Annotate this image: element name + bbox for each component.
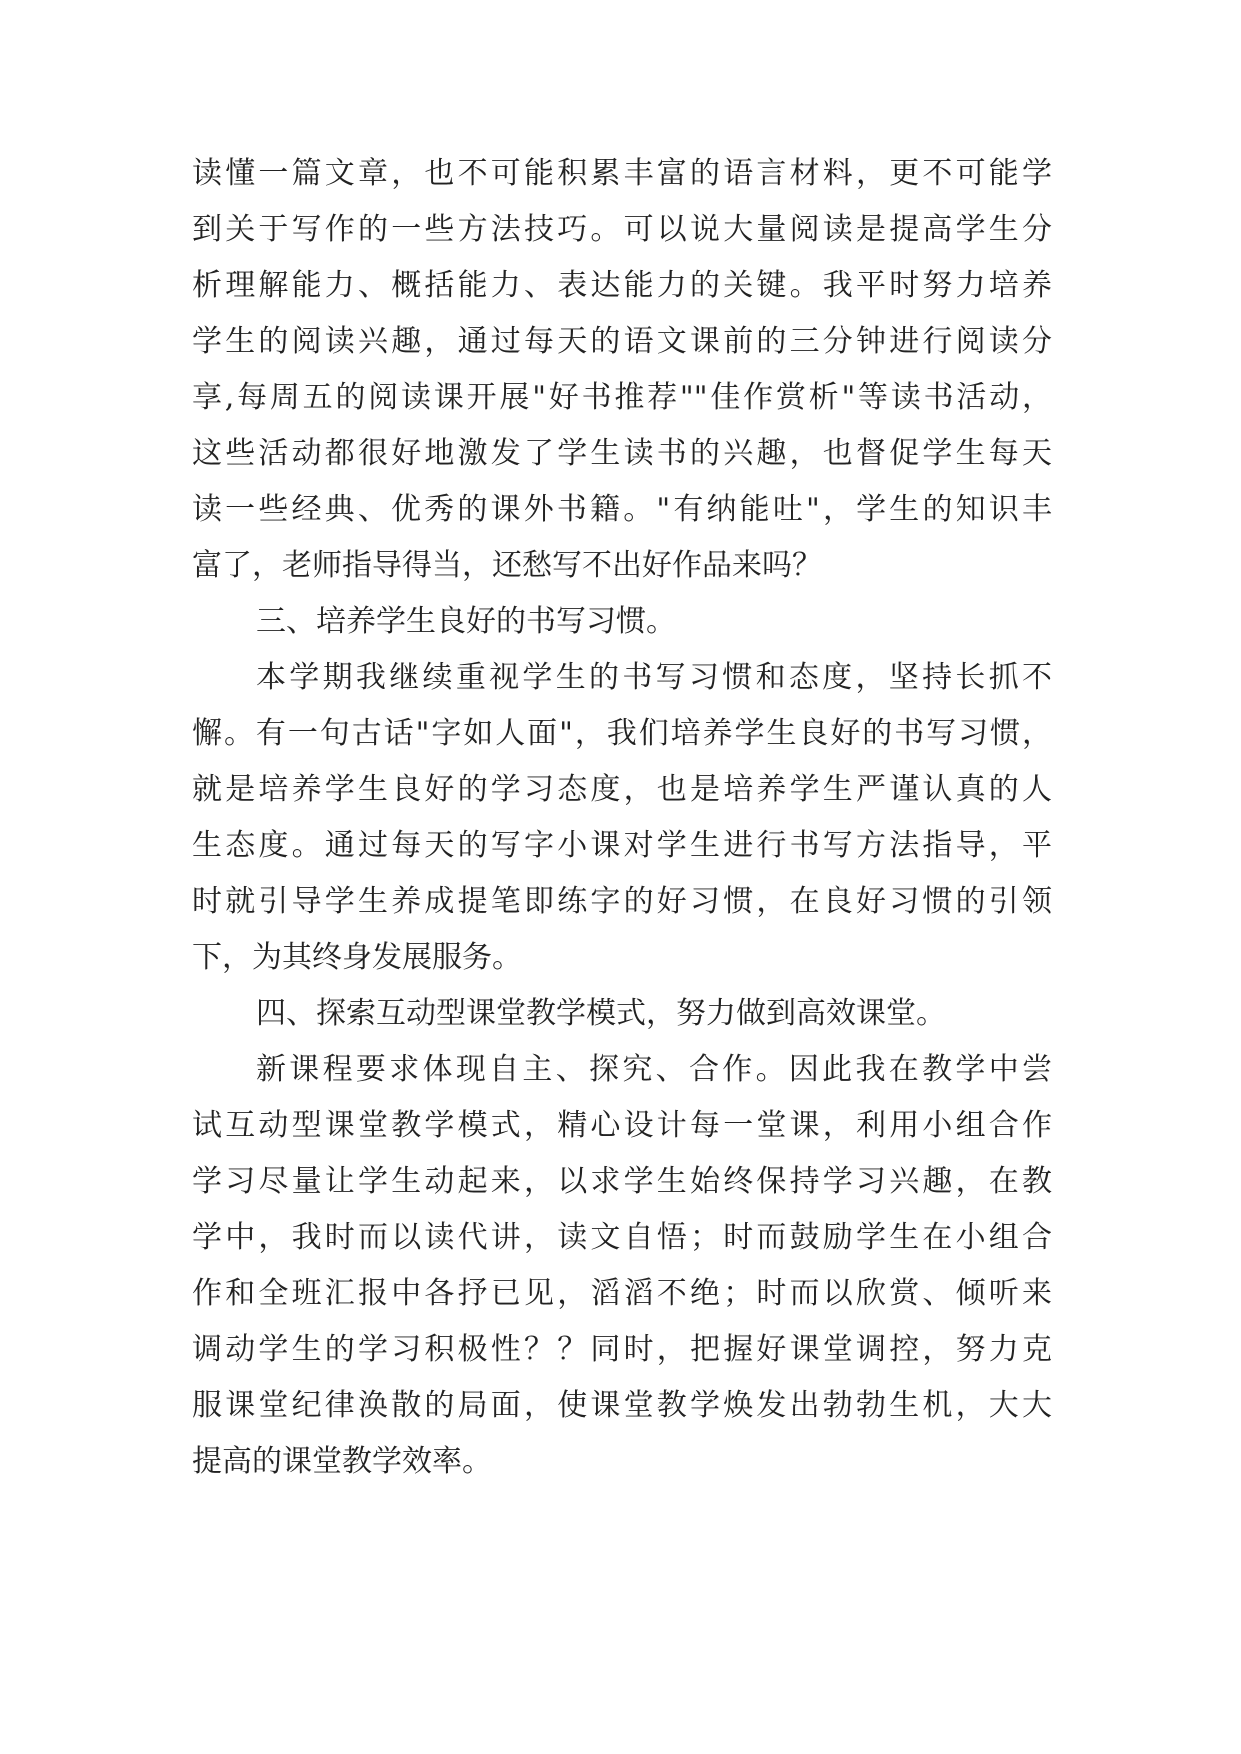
text-line: 享,每周五的阅读课开展"好书推荐""佳作赏析"等读书活动， bbox=[192, 380, 1052, 415]
text-line: 新课程要求体现自主、探究、合作。因此我在教学中尝 bbox=[256, 1052, 1052, 1087]
text-line: 服课堂纪律涣散的局面，使课堂教学焕发出勃勃生机，大大 bbox=[192, 1388, 1052, 1423]
text-line: 生态度。通过每天的写字小课对学生进行书写方法指导，平 bbox=[192, 828, 1052, 863]
text-line: 学中，我时而以读代讲，读文自悟；时而鼓励学生在小组合 bbox=[192, 1220, 1052, 1255]
text-line: 富了，老师指导得当，还愁写不出好作品来吗？ bbox=[192, 548, 822, 583]
text-line: 读一些经典、优秀的课外书籍。"有纳能吐"，学生的知识丰 bbox=[192, 492, 1052, 527]
text-line: 本学期我继续重视学生的书写习惯和态度，坚持长抓不 bbox=[256, 660, 1052, 695]
text-line: 调动学生的学习积极性？？同时，把握好课堂调控，努力克 bbox=[192, 1332, 1052, 1367]
text-line: 到关于写作的一些方法技巧。可以说大量阅读是提高学生分 bbox=[192, 212, 1052, 247]
text-line: 下，为其终身发展服务。 bbox=[192, 940, 522, 975]
text-line: 析理解能力、概括能力、表达能力的关键。我平时努力培养 bbox=[192, 268, 1052, 303]
text-line: 就是培养学生良好的学习态度，也是培养学生严谨认真的人 bbox=[192, 772, 1052, 807]
text-line: 作和全班汇报中各抒已见，滔滔不绝；时而以欣赏、倾听来 bbox=[192, 1276, 1052, 1311]
text-line: 时就引导学生养成提笔即练字的好习惯，在良好习惯的引领 bbox=[192, 884, 1052, 919]
text-line: 学习尽量让学生动起来，以求学生始终保持学习兴趣，在教 bbox=[192, 1164, 1052, 1199]
text-line: 试互动型课堂教学模式，精心设计每一堂课，利用小组合作 bbox=[192, 1108, 1052, 1143]
section-heading-3: 三、培养学生良好的书写习惯。 bbox=[256, 604, 676, 639]
text-line: 读懂一篇文章，也不可能积累丰富的语言材料，更不可能学 bbox=[192, 156, 1052, 191]
text-line: 学生的阅读兴趣，通过每天的语文课前的三分钟进行阅读分 bbox=[192, 324, 1052, 359]
section-heading-4: 四、探索互动型课堂教学模式，努力做到高效课堂。 bbox=[256, 996, 946, 1031]
text-line: 这些活动都很好地激发了学生读书的兴趣，也督促学生每天 bbox=[192, 436, 1052, 471]
text-line: 懈。有一句古话"字如人面"，我们培养学生良好的书写习惯， bbox=[192, 716, 1052, 751]
text-line: 提高的课堂教学效率。 bbox=[192, 1444, 492, 1479]
